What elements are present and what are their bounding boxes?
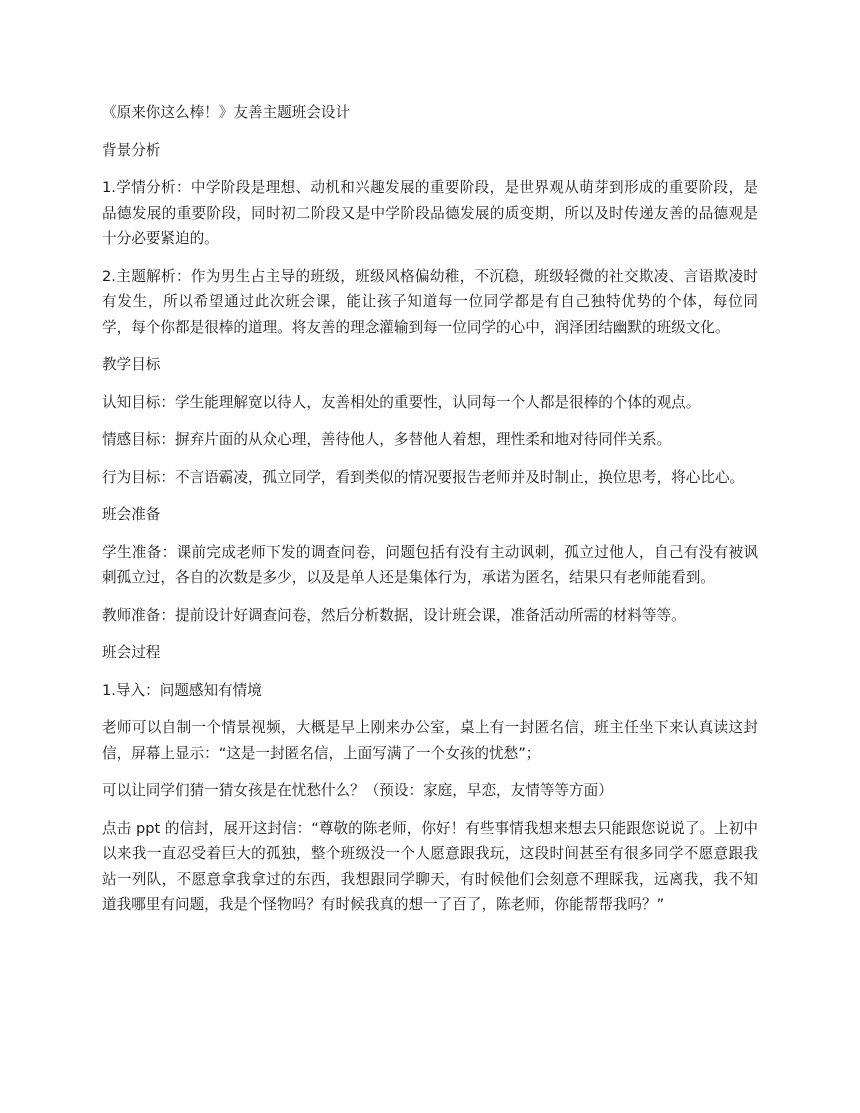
paragraph-student-preparation: 学生准备：课前完成老师下发的调查问卷，问题包括有没有主动讽刺，孤立过他人，自己有没有被讽刺孤立过，各自的次数是多少，以及是单人还是集体行为，承诺为匿名，结果只有老师能看到。 — [102, 543, 758, 586]
paragraph-guess-question: 可以让同学们猜一猜女孩是在忧愁什么？（预设：家庭，早恋，友情等等方面） — [102, 782, 613, 799]
paragraph-letter-content: 点击 ppt 的信封，展开这封信：“尊敬的陈老师，你好！有些事情我想来想去只能跟您说说了。上初中以来我一直忍受着巨大的孤独，整个班级没一个人愿意跟我玩，这段时间甚至有很多同学不愿意跟我站一列队，不愿意拿我拿过的东西，我想跟同学聊天，有时候他们会刻意不理睬我，远离我，我不知道我哪里有问题，我是个怪物吗？有时候我真的想一了百了，陈老师，你能帮帮我吗？” — [102, 819, 758, 913]
paragraph-emotional-goal: 情感目标：摒弃片面的从众心理，善待他人，多替他人着想，理性柔和地对待同伴关系。 — [102, 431, 672, 448]
paragraph-scenario-video: 老师可以自制一个情景视频，大概是早上刚来办公室，桌上有一封匿名信，班主任坐下来认真读这封信，屏幕上显示：“这是一封匿名信，上面写满了一个女孩的忧愁”； — [102, 719, 758, 762]
paragraph-behavioral-goal: 行为目标：不言语霸凌，孤立同学，看到类似的情况要报告老师并及时制止，换位思考，将心比心。 — [102, 468, 745, 486]
document-title: 《原来你这么棒！》友善主题班会设计 — [102, 104, 351, 121]
section-heading-preparation: 班会准备 — [102, 506, 161, 523]
section-heading-background: 背景分析 — [102, 141, 161, 159]
paragraph-introduction-step: 1.导入：问题感知有情境 — [102, 681, 262, 699]
section-heading-objectives: 教学目标 — [102, 356, 161, 373]
paragraph-teacher-preparation: 教师准备：提前设计好调查问卷，然后分析数据，设计班会课，准备活动所需的材料等等。 — [102, 606, 686, 624]
paragraph-theme-analysis: 2.主题解析：作为男生占主导的班级，班级风格偏幼稚，不沉稳，班级轻微的社交欺凌、言语欺凌时有发生，所以希望通过此次班会课，能让孩子知道每一位同学都是有自己独特优势的个体，每位同学，每个你都是很棒的道理。将友善的理念灌输到每一位同学的心中，润泽团结幽默的班级文化。 — [102, 267, 758, 336]
paragraph-cognitive-goal: 认知目标：学生能理解宽以待人，友善相处的重要性，认同每一个人都是很棒的个体的观点。 — [102, 393, 701, 411]
section-heading-process: 班会过程 — [102, 644, 161, 661]
paragraph-student-analysis: 1.学情分析：中学阶段是理想、动机和兴趣发展的重要阶段，是世界观从萌芽到形成的重要阶段，是品德发展的重要阶段，同时初二阶段又是中学阶段品德发展的质变期，所以及时传递友善的品德观是十分必要紧迫的。 — [102, 179, 758, 247]
document-body — [102, 100, 758, 930]
